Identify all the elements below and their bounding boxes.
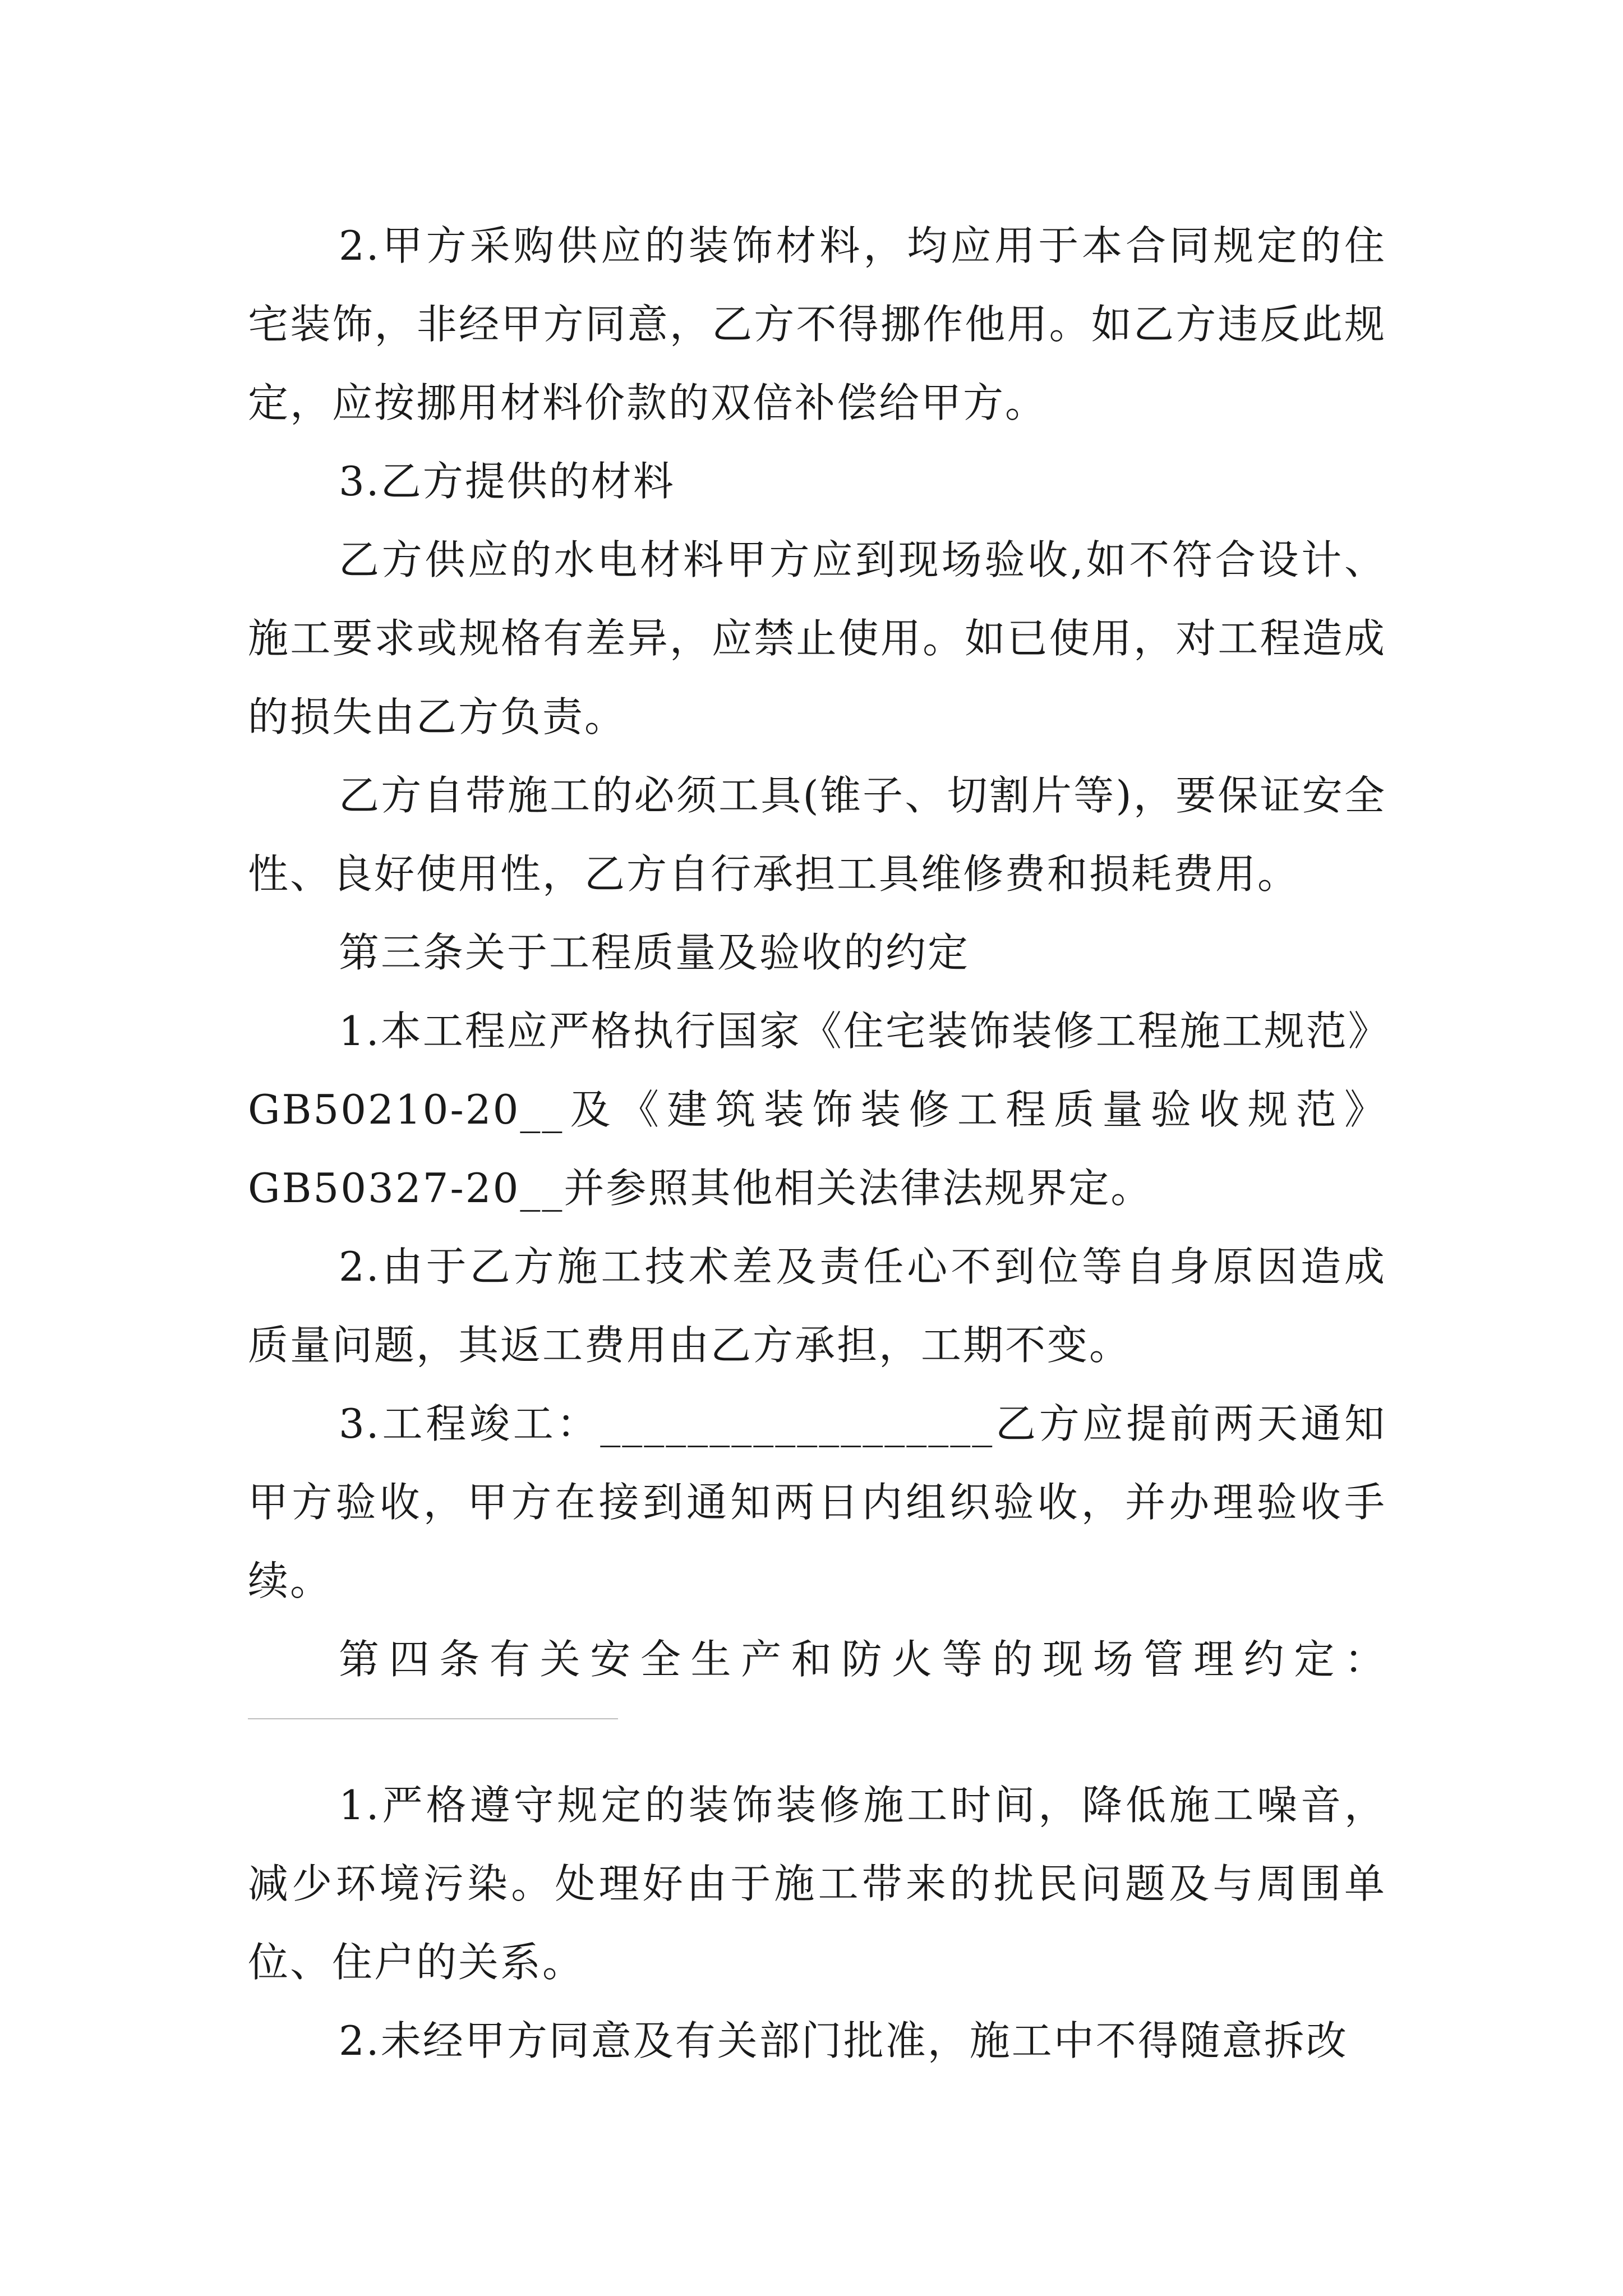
paragraph-no-demolition: 2.未经甲方同意及有关部门批准，施工中不得随意拆改 bbox=[339, 2017, 1348, 2064]
section-divider bbox=[248, 1718, 618, 1719]
paragraph-tools: 乙方自带施工的必须工具(锥子、切割片等)，要保证安全性、良好使用性，乙方自行承担工具维修费和损耗费用。 bbox=[248, 772, 1386, 898]
paragraph-party-b-materials-heading: 3.乙方提供的材料 bbox=[339, 458, 675, 505]
paragraph-material-usage: 2.甲方采购供应的装饰材料，均应用于本合同规定的住宅装饰，非经甲方同意，乙方不得挪作他用。如乙方违反此规定，应按挪用材料价款的双倍补偿给甲方。 bbox=[248, 222, 1386, 426]
paragraph-construction-hours: 1.严格遵守规定的装饰装修施工时间，降低施工噪音，减少环境污染。处理好由于施工带来的扰民问题及与周围单位、住户的关系。 bbox=[248, 1782, 1386, 1986]
paragraph-completion-acceptance: 3.工程竣工：__________________乙方应提前两天通知甲方验收，甲方在接到通知两日内组织验收，并办理验收手续。 bbox=[248, 1400, 1386, 1604]
paragraph-utility-materials: 乙方供应的水电材料甲方应到现场验收,如不符合设计、施工要求或规格有差异，应禁止使用。如已使用，对工程造成的损失由乙方负责。 bbox=[248, 536, 1386, 740]
paragraph-quality-standards-line2: GB50210-20__及《建筑装饰装修工程质量验收规范》 bbox=[248, 1086, 1386, 1133]
paragraph-rework-cost: 2.由于乙方施工技术差及责任心不到位等自身原因造成质量问题，其返工费用由乙方承担，工期不变。 bbox=[248, 1243, 1386, 1369]
paragraph-quality-standards-line3: GB50327-20__并参照其他相关法律法规界定。 bbox=[248, 1165, 1153, 1212]
paragraph-article-four-heading: 第四条有关安全生产和防火等的现场管理约定： bbox=[339, 1636, 1386, 1683]
paragraph-quality-standards-line1: 1.本工程应严格执行国家《住宅装饰装修工程施工规范》 bbox=[339, 1007, 1390, 1055]
paragraph-article-three-heading: 第三条关于工程质量及验收的约定 bbox=[339, 929, 970, 976]
